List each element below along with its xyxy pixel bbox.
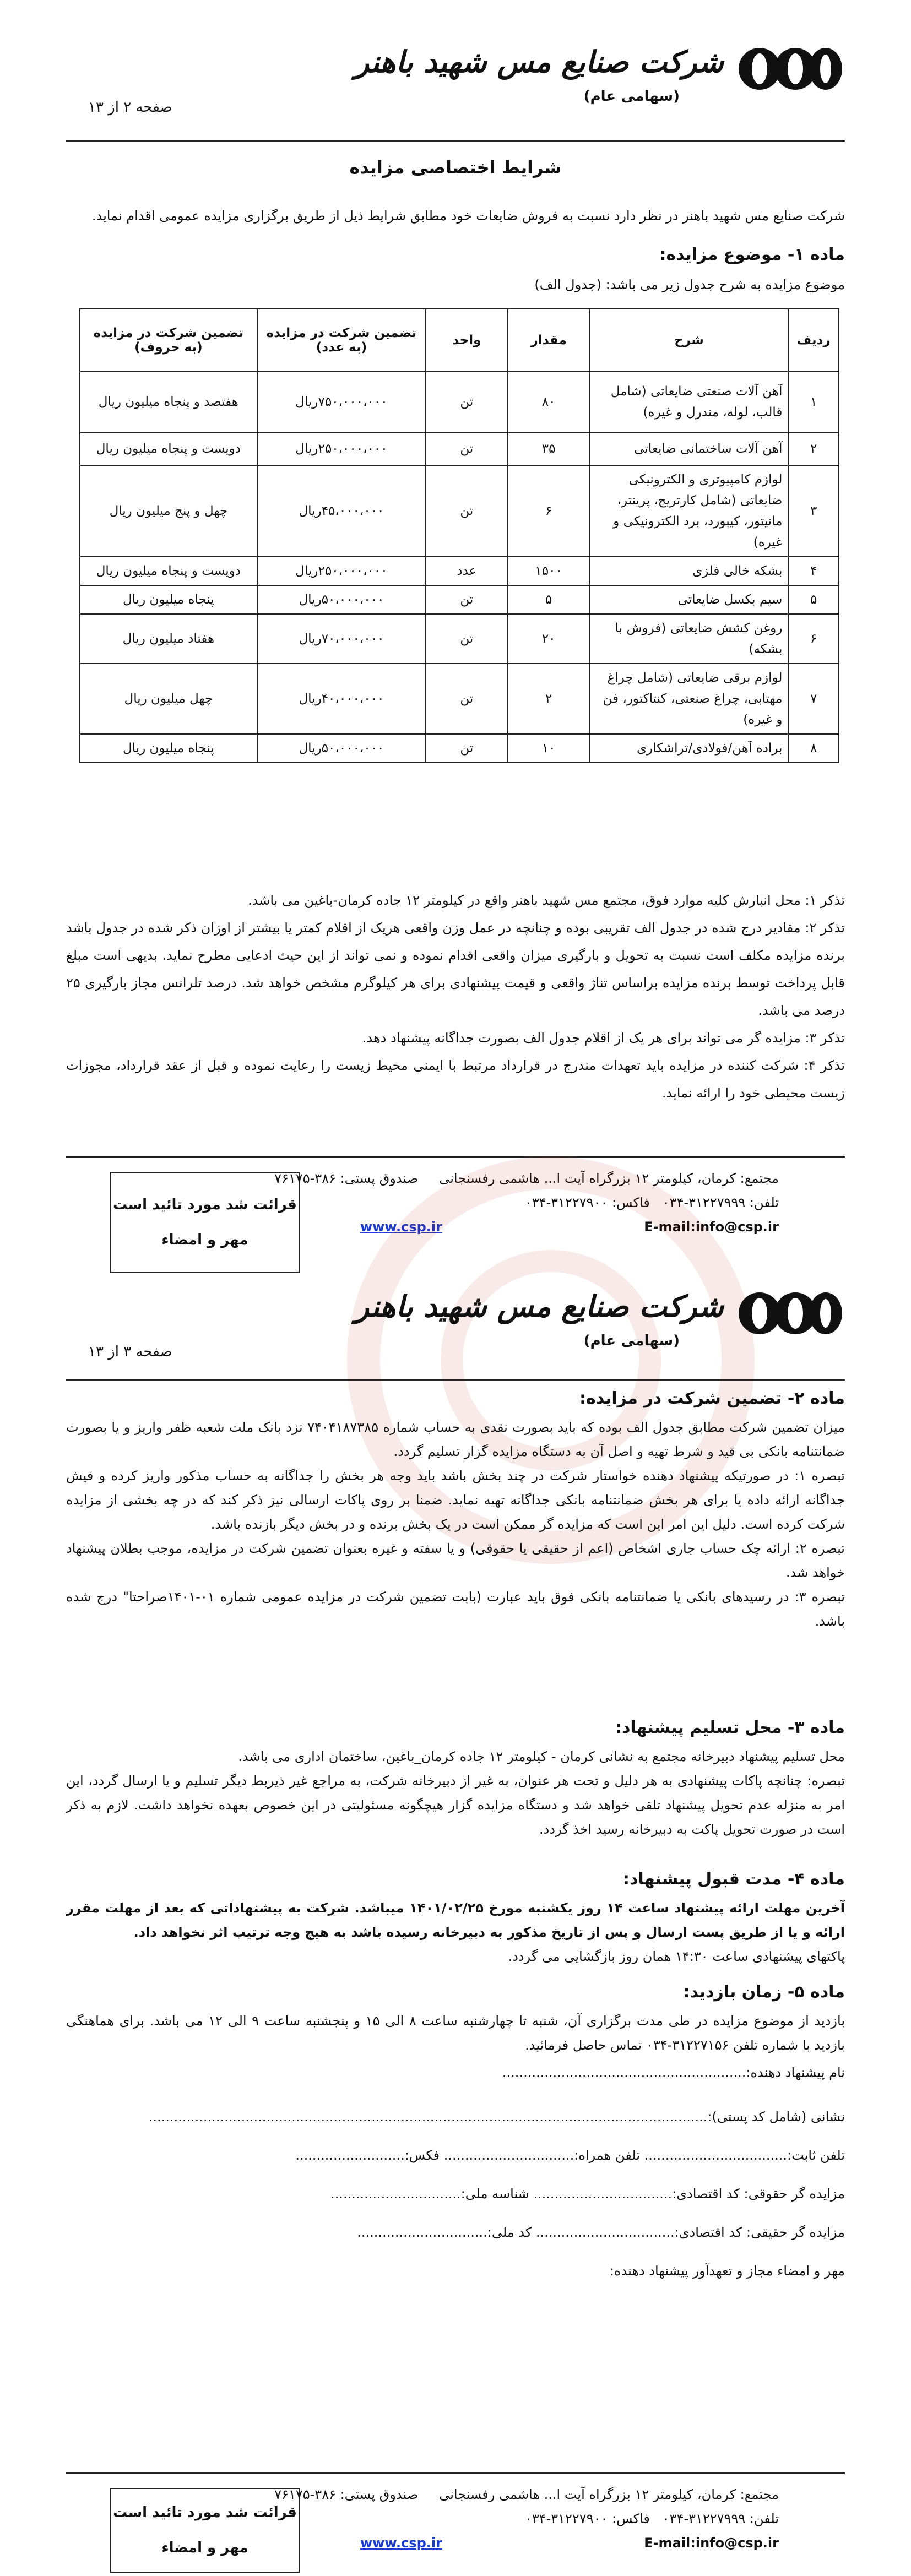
table-cell: ۲ <box>508 664 590 734</box>
address: مجتمع: کرمان، کیلومتر ۱۲ بزرگراه آیت ا... هاشمی رفسنجانی <box>439 2487 779 2502</box>
approval-text: قرائت شد مورد تائید است <box>113 1197 297 1213</box>
header-divider <box>66 1379 845 1381</box>
table-row <box>80 614 839 664</box>
col-header: تضمین شرکت در مزایده (به عدد) <box>257 309 426 372</box>
website-link[interactable]: www.csp.ir <box>360 2535 442 2551</box>
article-1-heading: ماده ۱- موضوع مزایده: <box>659 245 845 264</box>
table-cell: سیم بکسل ضایعاتی <box>590 585 789 614</box>
page-3 <box>0 1261 911 2576</box>
col-header: تضمین شرکت در مزایده (به حروف) <box>80 309 257 372</box>
footer-divider <box>66 2472 845 2474</box>
email[interactable]: E-mail:info@csp.ir <box>644 1219 779 1235</box>
table-cell: تن <box>426 664 507 734</box>
table-cell: ۵ <box>788 585 839 614</box>
table-row <box>80 585 839 614</box>
letterhead <box>355 33 845 116</box>
article-4-opening: پاکتهای پیشنهادی ساعت ۱۴:۳۰ همان روز بازگشایی می گردد. <box>508 1949 845 1964</box>
table-row <box>80 557 839 585</box>
col-header: شرح <box>590 309 789 372</box>
table-cell: ۶ <box>788 614 839 664</box>
letterhead <box>355 1278 845 1360</box>
company-logo <box>735 1289 845 1338</box>
article-3-para: محل تسلیم پیشنهاد دبیرخانه مجتمع به نشانی کرمان - کیلومتر ۱۲ جاده کرمان_باغین، ساختمان اداری می باشد. <box>238 1749 845 1764</box>
table-row <box>80 372 839 432</box>
page-number: صفحه ۲ از ۱۳ <box>88 99 172 116</box>
contact-info <box>228 2482 779 2555</box>
table-cell: بشکه خالی فلزی <box>590 557 789 585</box>
table-cell: ۷ <box>788 664 839 734</box>
table-cell: ۷۵۰،۰۰۰،۰۰۰ریال <box>257 372 426 432</box>
article-2-para: میزان تضمین شرکت مطابق جدول الف بوده که باید بصورت نقدی به حساب شماره ۷۴۰۴۱۸۷۳۸۵ نزد بانک ملت شعبه ظفر واریز و یا بصورت ضمانتنامه بانکی بی قید و شرط تهیه و اصل آن به دستگاه مزایده گزار تسلیم گردد. <box>66 1420 845 1459</box>
intro-text: شرکت صنایع مس شهید باهنر در نظر دارد نسبت به فروش ضایعات خود مطابق شرایط ذیل از طریق برگزاری مزایده عمومی اقدام نماید. <box>91 208 845 224</box>
table-cell: تن <box>426 585 507 614</box>
table-cell: چهل میلیون ریال <box>80 664 257 734</box>
table-cell: ۶ <box>508 465 590 557</box>
company-type: (سهامی عام) <box>583 1333 680 1349</box>
table-cell: ۳ <box>788 465 839 557</box>
po-box: صندوق پستی: ۳۸۶-۷۶۱۷۵ <box>274 2487 419 2502</box>
table-cell: عدد <box>426 557 507 585</box>
table-cell: ۵۰،۰۰۰،۰۰۰ریال <box>257 734 426 763</box>
table-cell: ۱۵۰۰ <box>508 557 590 585</box>
col-header: ردیف <box>788 309 839 372</box>
table-cell: پنجاه میلیون ریال <box>80 585 257 614</box>
table-header-row <box>80 309 839 372</box>
article-2-note-2: تبصره ۲: ارائه چک حساب جاری اشخاص (اعم از حقیقی یا حقوقی) و یا سفته و غیره بعنوان تضمین شرکت در مزایده، موجب بطلان پیشنهاد خواهد شد. <box>66 1541 845 1580</box>
table-cell: ۵ <box>508 585 590 614</box>
table-cell: تن <box>426 465 507 557</box>
phone: تلفن: ۳۱۲۲۷۹۹۹-۰۳۴ <box>662 1195 779 1210</box>
article-2-note-1: تبصره ۱: در صورتیکه پیشنهاد دهنده خواستار شرکت در چند بخش باشد باید وجه هر بخش را جداگانه به حساب مذکور واریز کرده و فیش جداگانه ارائه داده یا برای هر بخش ضمانتنامه بانکی جداگانه تهیه نماید. ضمنا بر روی پاکات ارسالی نیز ذکر کند که در چه بخشی از مزایده شرکت کرده است. دلیل این امر این است که مزایده گر ممکن است در یک بخش برنده و در بخش دیگر بازنده باشد. <box>66 1468 845 1532</box>
real-bidder-fields[interactable]: مزایده گر حقیقی: کد اقتصادی:................................. کد ملی:............................... <box>357 2225 845 2240</box>
table-cell: ۴۰،۰۰۰،۰۰۰ریال <box>257 664 426 734</box>
article-4-heading: ماده ۴- مدت قبول پیشنهاد: <box>622 1869 845 1889</box>
article-2-note-3: تبصره ۳: در رسیدهای بانکی یا ضمانتنامه بانکی فوق باید عبارت (بابت تضمین شرکت در مزایده عمومی شماره ۰۱-۱۴۰۱صراحتا" درج شده باشد. <box>66 1589 845 1629</box>
table-row <box>80 734 839 763</box>
table-cell: لوازم کامپیوتری و الکترونیکی ضایعاتی (شامل کارتریج، پرینتر، مانیتور، کیبورد، برد الکترونیکی و غیره) <box>590 465 789 557</box>
legal-bidder-fields[interactable]: مزایده گر حقوقی: کد اقتصادی:................................. شناسه ملی:............................... <box>330 2186 845 2202</box>
table-cell: چهل و پنج میلیون ریال <box>80 465 257 557</box>
table-cell: هفتاد میلیون ریال <box>80 614 257 664</box>
company-logo <box>735 44 845 94</box>
table-cell: دویست و پنجاه میلیون ریال <box>80 432 257 465</box>
col-header: واحد <box>426 309 507 372</box>
fax: فاکس: ۳۱۲۲۷۹۰۰-۰۳۴ <box>524 2511 650 2526</box>
article-1-text: موضوع مزایده به شرح جدول زیر می باشد: (جدول الف) <box>534 277 845 292</box>
bidder-name-field[interactable]: نام پیشنهاد دهنده:.......................................................... <box>502 2065 845 2080</box>
article-4-para: آخرین مهلت ارائه پیشنهاد ساعت ۱۴ روز یکشنبه مورخ ۱۴۰۱/۰۲/۲۵ میباشد. شرکت به پیشنهاداتی که بعد از مهلت مقرر ارائه و یا از طریق پست ارسال و پس از تاریخ مذکور به دبیرخانه رسیده باشد به هیچ وجه ترتیب اثر نخواهد داد. <box>66 1900 845 1940</box>
company-name: شرکت صنایع مس شهید باهنر <box>355 44 724 79</box>
table-cell: ۳۵ <box>508 432 590 465</box>
table-cell: آهن آلات ساختمانی ضایعاتی <box>590 432 789 465</box>
table-row <box>80 432 839 465</box>
article-3-note: تبصره: چنانچه پاکات پیشنهادی به هر دلیل و تحت هر عنوان، به غیر از دبیرخانه شرکت، به مراجع غیر ذیربط دیگر تسلیم و یا ارسال گردد، این امر به منزله عدم تحویل پیشنهاد تلقی خواهد شد و دستگاه مزایده گزار هیچگونه مسئولیتی در این خصوص بعهده نخواهد داشت. لازم به ذکر است در صورت تحویل پاکت به دبیرخانه رسید اخذ گردد. <box>66 1773 845 1837</box>
table-row <box>80 664 839 734</box>
table-cell: ۲۰ <box>508 614 590 664</box>
table-cell: ۸ <box>788 734 839 763</box>
table-cell: ۲۵۰،۰۰۰،۰۰۰ریال <box>257 432 426 465</box>
article-5-body <box>66 2009 845 2057</box>
article-5-para: بازدید از موضوع مزایده در طی مدت برگزاری آن، شنبه تا چهارشنبه ساعت ۸ الی ۱۵ و پنجشنبه ساعت ۹ الی ۱۲ می باشد. برای هماهنگی بازدید با شماره تلفن ۳۱۲۲۷۱۵۶-۰۳۴ تماس حاصل فرمائید. <box>66 2013 845 2053</box>
table-cell: روغن کشش ضایعاتی (فروش با بشکه) <box>590 614 789 664</box>
table-cell: ۵۰،۰۰۰،۰۰۰ریال <box>257 585 426 614</box>
note-4: تذکر ۴: شرکت کننده در مزایده باید تعهدات مندرج در قرارداد مرتبط با ایمنی محیط زیست را رعایت نموده و قبل از عقد قرارداد، مجوزات زیست محیطی خود را ارائه نماید. <box>66 1058 845 1101</box>
note-3: تذکر ۳: مزایده گر می تواند برای هر یک از اقلام جدول الف بصورت جداگانه پیشنهاد دهد. <box>362 1030 845 1046</box>
page-title: شرایط اختصاصی مزایده <box>349 157 562 178</box>
note-2: تذکر ۲: مقادیر درج شده در جدول الف تقریبی بوده و چنانچه در عمل وزن واقعی هریک از اقلام کمتر یا بیشتر از اوزان ذکر شده در جدول باشد برنده مزایده مکلف است نسبت به تحویل و بارگیری میزان واقعی اقدام نموده و نمی تواند از این حیث ادعایی مطرح نماید. بدیهی است مبلغ قابل پرداخت توسط برنده مزایده براساس تناژ واقعی و قیمت پیشنهادی برای هر کیلوگرم مشخص خواهد شد. درصد تلرانس مجاز بارگیری ۲۵ درصد می باشد. <box>66 920 845 1018</box>
company-type: (سهامی عام) <box>583 88 680 105</box>
table-cell: ۴۵،۰۰۰،۰۰۰ریال <box>257 465 426 557</box>
company-name: شرکت صنایع مس شهید باهنر <box>355 1289 724 1324</box>
bidder-signature-field[interactable]: مهر و امضاء مجاز و تعهدآور پیشنهاد دهنده: <box>609 2263 845 2279</box>
header-divider <box>66 140 845 142</box>
table-cell: دویست و پنجاه میلیون ریال <box>80 557 257 585</box>
article-3-heading: ماده ۳- محل تسلیم پیشنهاد: <box>615 1718 845 1737</box>
phone: تلفن: ۳۱۲۲۷۹۹۹-۰۳۴ <box>662 2511 779 2526</box>
table-cell: ۲۵۰،۰۰۰،۰۰۰ریال <box>257 557 426 585</box>
article-2-body <box>66 1415 845 1633</box>
article-4-body <box>66 1896 845 1969</box>
table-cell: هفتصد و پنجاه میلیون ریال <box>80 372 257 432</box>
email[interactable]: E-mail:info@csp.ir <box>644 2535 779 2551</box>
bidder-address-field[interactable]: نشانی (شامل کد پستی):..................................................................................................................................... <box>148 2109 845 2124</box>
seal-signature-text: مهر و امضاء <box>161 1232 248 1248</box>
article-3-body <box>66 1744 845 1841</box>
website-link[interactable]: www.csp.ir <box>360 1219 442 1235</box>
notes <box>66 887 845 1107</box>
page-number: صفحه ۳ از ۱۳ <box>88 1344 172 1360</box>
po-box: صندوق پستی: ۳۸۶-۷۶۱۷۵ <box>274 1171 419 1186</box>
table-cell: پنجاه میلیون ریال <box>80 734 257 763</box>
table-cell: تن <box>426 432 507 465</box>
fax: فاکس: ۳۱۲۲۷۹۰۰-۰۳۴ <box>524 1195 650 1210</box>
table-cell: براده آهن/فولادی/تراشکاری <box>590 734 789 763</box>
col-header: مقدار <box>508 309 590 372</box>
table-cell: ۲ <box>788 432 839 465</box>
address: مجتمع: کرمان، کیلومتر ۱۲ بزرگراه آیت ا... هاشمی رفسنجانی <box>439 1171 779 1186</box>
article-5-heading: ماده ۵- زمان بازدید: <box>683 1982 845 2002</box>
table-cell: آهن آلات صنعتی ضایعاتی (شامل قالب، لوله، مندرل و غیره) <box>590 372 789 432</box>
table-cell: لوازم برقی ضایعاتی (شامل چراغ مهتابی، چراغ صنعتی، کنتاکتور، فن و غیره) <box>590 664 789 734</box>
seal-signature-text: مهر و امضاء <box>161 2540 248 2556</box>
table-cell: ۷۰،۰۰۰،۰۰۰ریال <box>257 614 426 664</box>
items-table <box>79 308 839 763</box>
bidder-phone-fields[interactable]: تلفن ثابت:.................................. تلفن همراه:............................... فکس:.......................... <box>295 2148 845 2163</box>
table-cell: تن <box>426 372 507 432</box>
page-2 <box>0 0 911 1261</box>
note-1: تذکر ۱: محل انبارش کلیه موارد فوق، مجتمع مس شهید باهنر واقع در کیلومتر ۱۲ جاده کرمان-باغین می باشد. <box>247 893 845 908</box>
table-cell: ۱۰ <box>508 734 590 763</box>
table-cell: ۸۰ <box>508 372 590 432</box>
article-2-heading: ماده ۲- تضمین شرکت در مزایده: <box>579 1389 845 1408</box>
table-row <box>80 465 839 557</box>
table-cell: تن <box>426 734 507 763</box>
table-cell: تن <box>426 614 507 664</box>
approval-text: قرائت شد مورد تائید است <box>113 2504 297 2521</box>
table-cell: ۴ <box>788 557 839 585</box>
table-cell: ۱ <box>788 372 839 432</box>
